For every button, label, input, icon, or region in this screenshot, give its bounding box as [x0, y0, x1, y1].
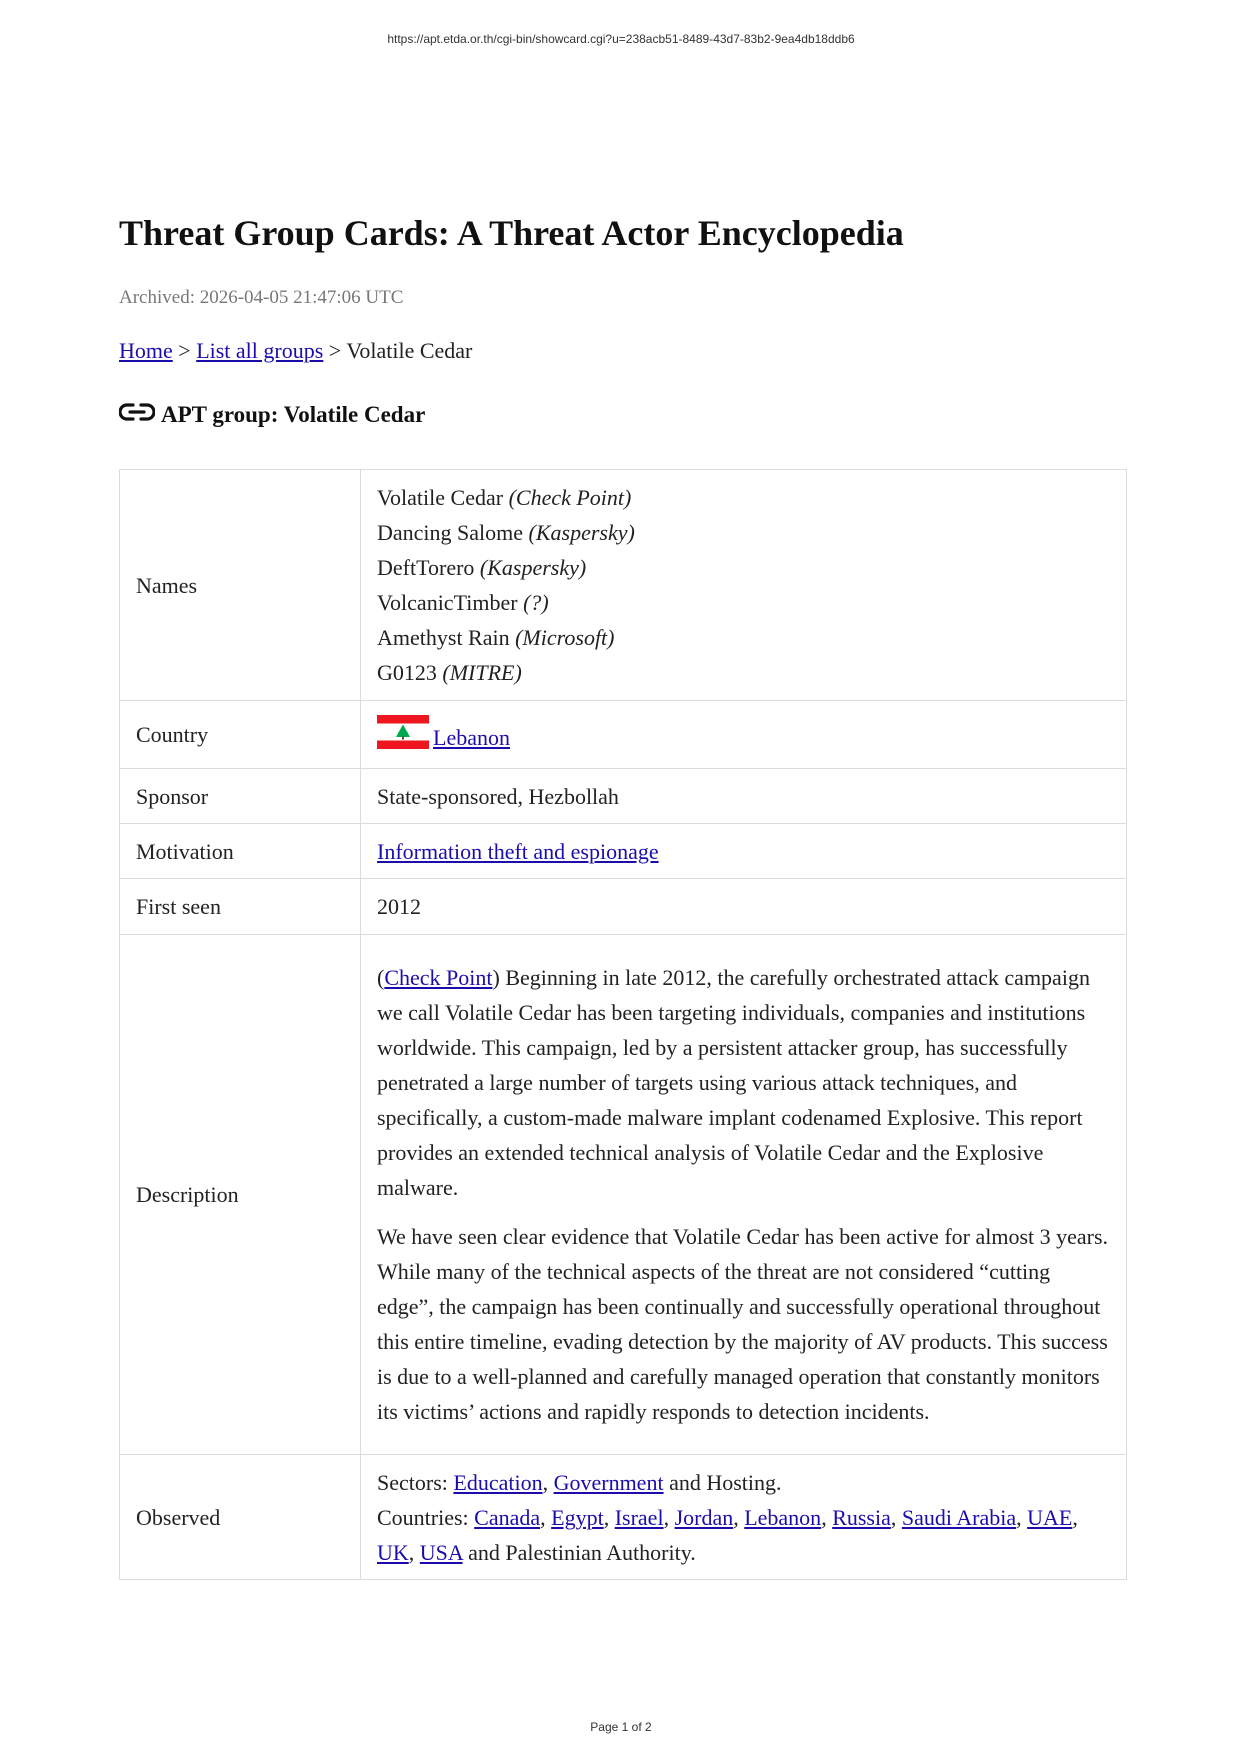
description-row	[120, 935, 1127, 1455]
name-entry: VolcanicTimber (?)	[377, 590, 549, 615]
check-point-source-link[interactable]: Check Point	[384, 965, 493, 990]
group-heading-text: APT group: Volatile Cedar	[161, 402, 426, 427]
country-observed-link[interactable]: UK	[377, 1539, 409, 1565]
country-observed-link[interactable]: Jordan	[674, 1504, 734, 1530]
observed-countries: Countries: Canada, Egypt, Israel, Jordan, Lebanon, Russia, Saudi Arabia, UAE, UK, USA and Palestinian Authority.	[377, 1504, 1078, 1565]
name-entry: Amethyst Rain (Microsoft)	[377, 625, 615, 650]
sponsor-label: Sponsor	[120, 769, 361, 824]
country-observed-link[interactable]: Lebanon	[744, 1504, 822, 1530]
motivation-row	[120, 824, 1127, 879]
observed-row	[120, 1455, 1127, 1580]
group-card-table	[119, 469, 1127, 1580]
first-seen-label: First seen	[120, 879, 361, 935]
description-paragraph: (Check Point) Beginning in late 2012, the carefully orchestrated attack campaign we call Volatile Cedar has been targeting individuals, companies and institutions worldwide. This campaign, led by a persistent attacker group, has successfully penetrated a large number of targets using various attack techniques, and specifically, a custom-made malware implant codenamed Explosive. This report provides an extended technical analysis of Volatile Cedar and the Explosive malware.	[377, 965, 1090, 1200]
name-entry: Volatile Cedar (Check Point)	[377, 485, 632, 510]
motivation-label: Motivation	[120, 824, 361, 879]
page-url-header: https://apt.etda.or.th/cgi-bin/showcard.cgi?u=238acb51-8489-43d7-83b2-9ea4db18ddb6	[387, 32, 855, 46]
country-observed-link[interactable]: Israel	[614, 1504, 664, 1530]
country-observed-link[interactable]: Russia	[832, 1504, 891, 1530]
country-observed-link[interactable]: USA	[419, 1539, 463, 1565]
sector-link[interactable]: Education	[453, 1469, 543, 1495]
observed-label: Observed	[120, 1455, 361, 1580]
name-entry: DeftTorero (Kaspersky)	[377, 555, 587, 580]
breadcrumb-separator: >	[323, 338, 347, 363]
observed-value	[361, 1455, 1127, 1580]
breadcrumb	[119, 338, 472, 364]
name-entry: Dancing Salome (Kaspersky)	[377, 520, 635, 545]
description-paragraph: We have seen clear evidence that Volatile Cedar has been active for almost 3 years. While many of the technical aspects of the threat are not considered “cutting edge”, the campaign has been continually and successfully operational throughout this entire timeline, evading detection by the majority of AV products. This success is due to a well-planned and carefully managed operation that constantly monitors its victims’ actions and rapidly responds to detection incidents.	[377, 1224, 1109, 1424]
motivation-value	[361, 824, 1127, 879]
country-label: Country	[120, 701, 361, 769]
description-label: Description	[120, 935, 361, 1455]
names-label: Names	[120, 470, 361, 701]
names-row	[120, 470, 1127, 701]
lebanon-flag-icon	[377, 715, 429, 749]
breadcrumb-home-link[interactable]: Home	[119, 338, 173, 363]
country-observed-link[interactable]: Saudi Arabia	[901, 1504, 1017, 1530]
country-row	[120, 701, 1127, 769]
country-observed-link[interactable]: Egypt	[551, 1504, 604, 1530]
page-title: Threat Group Cards: A Threat Actor Encyclopedia	[119, 213, 904, 253]
country-value	[361, 701, 1127, 769]
first-seen-value: 2012	[361, 879, 1127, 935]
page-footer: Page 1 of 2	[590, 1720, 652, 1734]
sponsor-row	[120, 769, 1127, 824]
names-list	[361, 470, 1127, 701]
archived-timestamp: Archived: 2026-04-05 21:47:06 UTC	[119, 287, 404, 308]
breadcrumb-list-groups-link[interactable]: List all groups	[196, 338, 324, 363]
name-entry: G0123 (MITRE)	[377, 660, 522, 685]
link-icon[interactable]	[119, 400, 155, 424]
sponsor-value: State-sponsored, Hezbollah	[361, 769, 1127, 824]
breadcrumb-separator: >	[172, 338, 197, 363]
observed-sectors: Sectors: Education, Government and Hosting.	[377, 1469, 782, 1495]
sector-link[interactable]: Government	[553, 1469, 664, 1495]
description-value	[361, 935, 1127, 1455]
motivation-link[interactable]: Information theft and espionage	[377, 838, 659, 864]
country-observed-link[interactable]: Canada	[474, 1504, 541, 1530]
first-seen-row	[120, 879, 1127, 935]
breadcrumb-current: Volatile Cedar	[346, 338, 473, 363]
group-heading	[119, 402, 425, 428]
country-link[interactable]: Lebanon	[377, 725, 510, 750]
country-observed-link[interactable]: UAE	[1027, 1504, 1073, 1530]
